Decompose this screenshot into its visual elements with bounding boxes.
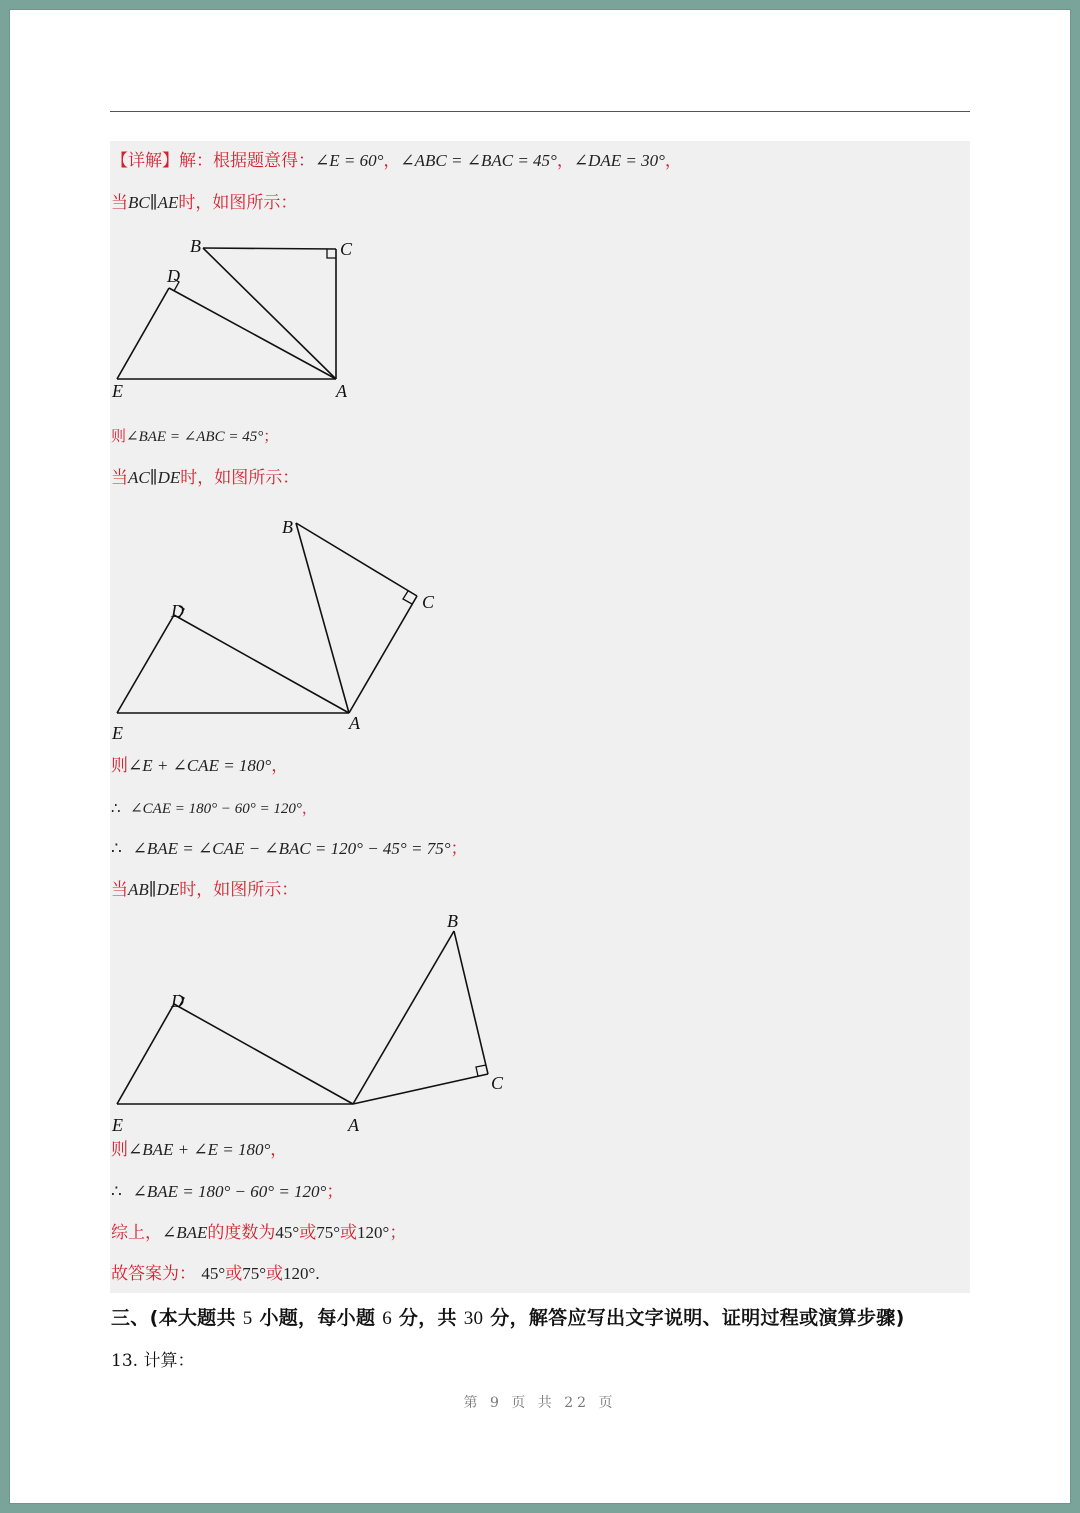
case-3-step-1 xyxy=(111,1138,287,1162)
summary-prefix: 综上， xyxy=(111,1223,162,1243)
answer-value-3: 120° xyxy=(283,1264,316,1283)
point-b-label: B xyxy=(447,911,458,931)
point-d-label: D xyxy=(171,601,184,621)
case-1-result xyxy=(111,424,278,449)
points-each: 6 xyxy=(382,1308,392,1329)
section-text: 分，共 xyxy=(398,1307,457,1329)
answer-prefix: 故答案为： xyxy=(111,1264,196,1284)
case-1-heading xyxy=(111,191,297,215)
step-expression: ∠CAE = 180° − 60° = 120° xyxy=(130,801,302,817)
figure-3-ab-parallel-de xyxy=(110,905,530,1135)
final-answer-line xyxy=(111,1262,320,1286)
summary-value-1: 45° xyxy=(275,1223,300,1242)
summary-value-3: 120° xyxy=(357,1223,390,1242)
step-expression: ∠E + ∠CAE = 180° xyxy=(128,756,272,775)
case-2-step-2 xyxy=(111,796,317,821)
case-suffix: 时，如图所示： xyxy=(180,468,300,488)
case-2-step-3 xyxy=(111,837,468,861)
answer-or: 或 xyxy=(225,1264,243,1284)
solution-intro-line xyxy=(111,149,682,173)
separator: ， xyxy=(556,151,574,171)
section-text: 小题，每小题 xyxy=(259,1307,376,1329)
therefore-symbol: ∴ xyxy=(111,839,122,858)
result-prefix: 则 xyxy=(111,427,127,445)
point-a-label: A xyxy=(349,713,360,733)
answer-value-1: 45° xyxy=(201,1264,226,1283)
step-expression: ∠BAE + ∠E = 180° xyxy=(128,1140,271,1159)
point-d-label: D xyxy=(167,266,180,286)
case-prefix: 当 xyxy=(111,468,128,488)
summary-or: 或 xyxy=(299,1223,317,1243)
answer-or: 或 xyxy=(266,1264,284,1284)
section-3-heading xyxy=(111,1303,905,1330)
summary-value-2: 75° xyxy=(316,1223,341,1242)
summary-line xyxy=(111,1221,406,1245)
question-prompt: 计算： xyxy=(143,1351,195,1371)
answer-value-2: 75° xyxy=(242,1264,267,1283)
point-c-label: C xyxy=(340,239,353,259)
question-13 xyxy=(111,1346,194,1371)
page-footer: 第 9 页 共 22 页 xyxy=(463,1395,617,1411)
case-2-step-1 xyxy=(111,754,288,778)
case-prefix: 当 xyxy=(111,193,128,213)
summary-middle: 的度数为 xyxy=(207,1223,276,1243)
step-prefix: 则 xyxy=(111,1140,128,1160)
answer-suffix: . xyxy=(315,1264,320,1283)
summary-suffix: ； xyxy=(389,1223,407,1243)
case-condition: AC∥DE xyxy=(128,468,181,487)
point-c-label: C xyxy=(422,592,435,612)
point-e-label: E xyxy=(112,381,123,401)
case-3-heading xyxy=(111,878,298,902)
step-suffix: ， xyxy=(270,1140,288,1160)
point-e-label: E xyxy=(112,723,123,740)
step-suffix: ； xyxy=(326,1182,344,1202)
header-rule xyxy=(110,111,970,112)
step-expression: ∠BAE = ∠CAE − ∠BAC = 120° − 45° = 75° xyxy=(132,839,451,858)
case-prefix: 当 xyxy=(111,880,128,900)
therefore-symbol: ∴ xyxy=(111,801,121,817)
point-b-label: B xyxy=(190,236,201,256)
case-3-step-2 xyxy=(111,1180,343,1204)
angle-abc-bac-value: ∠ABC = ∠BAC = 45° xyxy=(400,151,557,170)
figure-2-ac-parallel-de xyxy=(110,505,450,740)
summary-or: 或 xyxy=(340,1223,358,1243)
step-suffix: ， xyxy=(301,799,317,817)
therefore-symbol: ∴ xyxy=(111,1182,122,1201)
case-condition: AB∥DE xyxy=(128,880,180,899)
solution-label: 【详解】解：根据题意得： xyxy=(111,151,315,171)
points-total: 30 xyxy=(463,1308,484,1329)
angle-dae-value: ∠DAE = 30° xyxy=(573,151,665,170)
case-suffix: 时，如图所示： xyxy=(179,880,299,900)
point-b-label: B xyxy=(282,517,293,537)
document-page xyxy=(10,10,1070,1503)
separator: ， xyxy=(664,151,682,171)
step-expression: ∠BAE = 180° − 60° = 120° xyxy=(132,1182,327,1201)
case-2-heading xyxy=(111,466,299,490)
case-condition: BC∥AE xyxy=(128,193,179,212)
point-a-label: A xyxy=(336,381,347,401)
result-suffix: ； xyxy=(263,427,279,445)
section-text: 分，解答应写出文字说明、证明过程或演算步骤) xyxy=(490,1307,905,1329)
result-expression: ∠BAE = ∠ABC = 45° xyxy=(126,429,264,445)
point-e-label: E xyxy=(112,1115,123,1135)
separator: ， xyxy=(383,151,401,171)
question-number: 13. xyxy=(111,1351,139,1371)
figure-1-bc-parallel-ae xyxy=(110,235,370,405)
angle-e-value: ∠E = 60° xyxy=(315,151,384,170)
step-suffix: ； xyxy=(450,839,468,859)
point-c-label: C xyxy=(491,1073,504,1093)
question-count: 5 xyxy=(242,1308,253,1329)
step-prefix: 则 xyxy=(111,756,128,776)
step-suffix: ， xyxy=(271,756,289,776)
case-suffix: 时，如图所示： xyxy=(178,193,298,213)
point-d-label: D xyxy=(171,991,184,1011)
section-text: 三、(本大题共 xyxy=(111,1307,236,1329)
point-a-label: A xyxy=(348,1115,359,1135)
summary-angle: ∠BAE xyxy=(162,1223,208,1242)
